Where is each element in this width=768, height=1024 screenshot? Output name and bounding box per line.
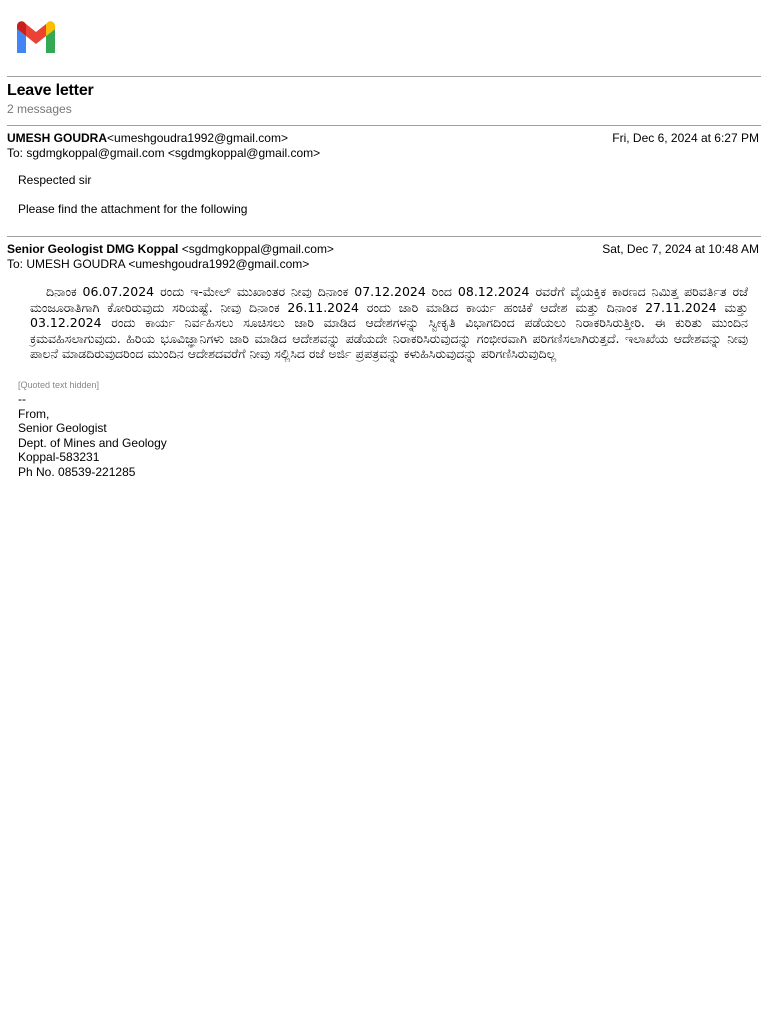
message-count: 2 messages <box>7 102 72 116</box>
recipient-line: To: UMESH GOUDRA <umeshgoudra1992@gmail.com> <box>7 257 310 271</box>
signature-line: From, <box>18 406 50 421</box>
gmail-icon <box>14 20 58 54</box>
sender-name[interactable]: Senior Geologist DMG Koppal <box>7 242 179 256</box>
signature-line: -- <box>18 392 26 406</box>
signature-line: Ph No. 08539-221285 <box>18 464 136 479</box>
message-date: Sat, Dec 7, 2024 at 10:48 AM <box>602 242 759 256</box>
message-date: Fri, Dec 6, 2024 at 6:27 PM <box>612 131 759 145</box>
recipient-line: To: sgdmgkoppal@gmail.com <sgdmgkoppal@gmail.com> <box>7 146 321 160</box>
signature-line: Senior Geologist <box>18 421 107 436</box>
message-divider <box>7 125 761 126</box>
header-divider <box>7 76 761 77</box>
signature-line: Koppal-583231 <box>18 450 100 465</box>
sender-email[interactable]: <umeshgoudra1992@gmail.com> <box>107 131 288 145</box>
quoted-text-toggle[interactable]: [Quoted text hidden] <box>18 380 100 390</box>
message-body-line: Please find the attachment for the following <box>18 202 248 216</box>
signature-line: Dept. of Mines and Geology <box>18 435 167 450</box>
thread-subject: Leave letter <box>7 82 94 99</box>
sender-email[interactable]: <sgdmgkoppal@gmail.com> <box>181 242 334 256</box>
message-header <box>7 131 759 161</box>
message-body-line: Respected sir <box>18 173 92 187</box>
message-header <box>7 242 759 272</box>
sender-name[interactable]: UMESH GOUDRA <box>7 131 108 145</box>
message-divider <box>7 236 761 237</box>
signature-block <box>18 392 167 480</box>
message-body-paragraph: ದಿನಾಂಕ 06.07.2024 ರಂದು ಇ-ಮೇಲ್ ಮುಖಾಂತರ ನೀವು ದಿನಾಂಕ 07.12.2024 ರಿಂದ 08.12.2024 ರವರೆಗೆ ವೈಯಕ್ತಿಕ ಕಾರಣದ ನಿಮಿತ್ತ ಪರಿವರ್ತಿತ ರಜೆ ಮಂಜೂರಾತಿಗಾಗಿ ಕೋರಿರುವುದು ಸರಿಯಷ್ಟೆ. ನೀವು ದಿನಾಂಕ 26.11.2024 ರಂದು ಜಾರಿ ಮಾಡಿದ ಕಾರ್ಯ ಹಂಚಿಕೆ ಆದೇಶ ಮತ್ತು ದಿನಾಂಕ 27.11.2024 ಮತ್ತು 03.12.2024 ರಂದು ಕಾರ್ಯ ನಿರ್ವಹಿಸಲು ಸೂಚಿಸಲು ಜಾರಿ ಮಾಡಿದ ಆದೇಶಗಳನ್ನು ಸ್ವೀಕೃತಿ ವಿಭಾಗದಿಂದ ಪಡೆಯಲು ನಿರಾಕರಿಸಿರುತ್ತೀರಿ. ಈ ಕುರಿತು ಮುಂದಿನ ಕ್ರಮವಹಿಸಲಾಗುವುದು. ಹಿರಿಯ ಭೂವಿಜ್ಞಾನಿಗಳು ಜಾರಿ ಮಾಡಿದ ಆದೇಶವನ್ನು ಪಡೆಯದೇ ನಿರಾಕರಿಸಿರುವುದನ್ನು ಗಂಭೀರವಾಗಿ ಪರಿಗಣಿಸಲಾಗಿರುತ್ತದೆ. ಇಲಾಖೆಯ ಆದೇಶವನ್ನು ನೀವು ಪಾಲನೆ ಮಾಡದಿರುವುದರಿಂದ ಮುಂದಿನ ಆದೇಶದವರೆಗೆ ನೀವು ಸಲ್ಲಿಸಿದ ರಜೆ ಅರ್ಜಿ ಪ್ರಪತ್ರವನ್ನು ಕಳುಹಿಸಿರುವುದನ್ನು ಪರಿಗಣಿಸಿರುವುದಿಲ್ಲ <box>30 284 748 362</box>
